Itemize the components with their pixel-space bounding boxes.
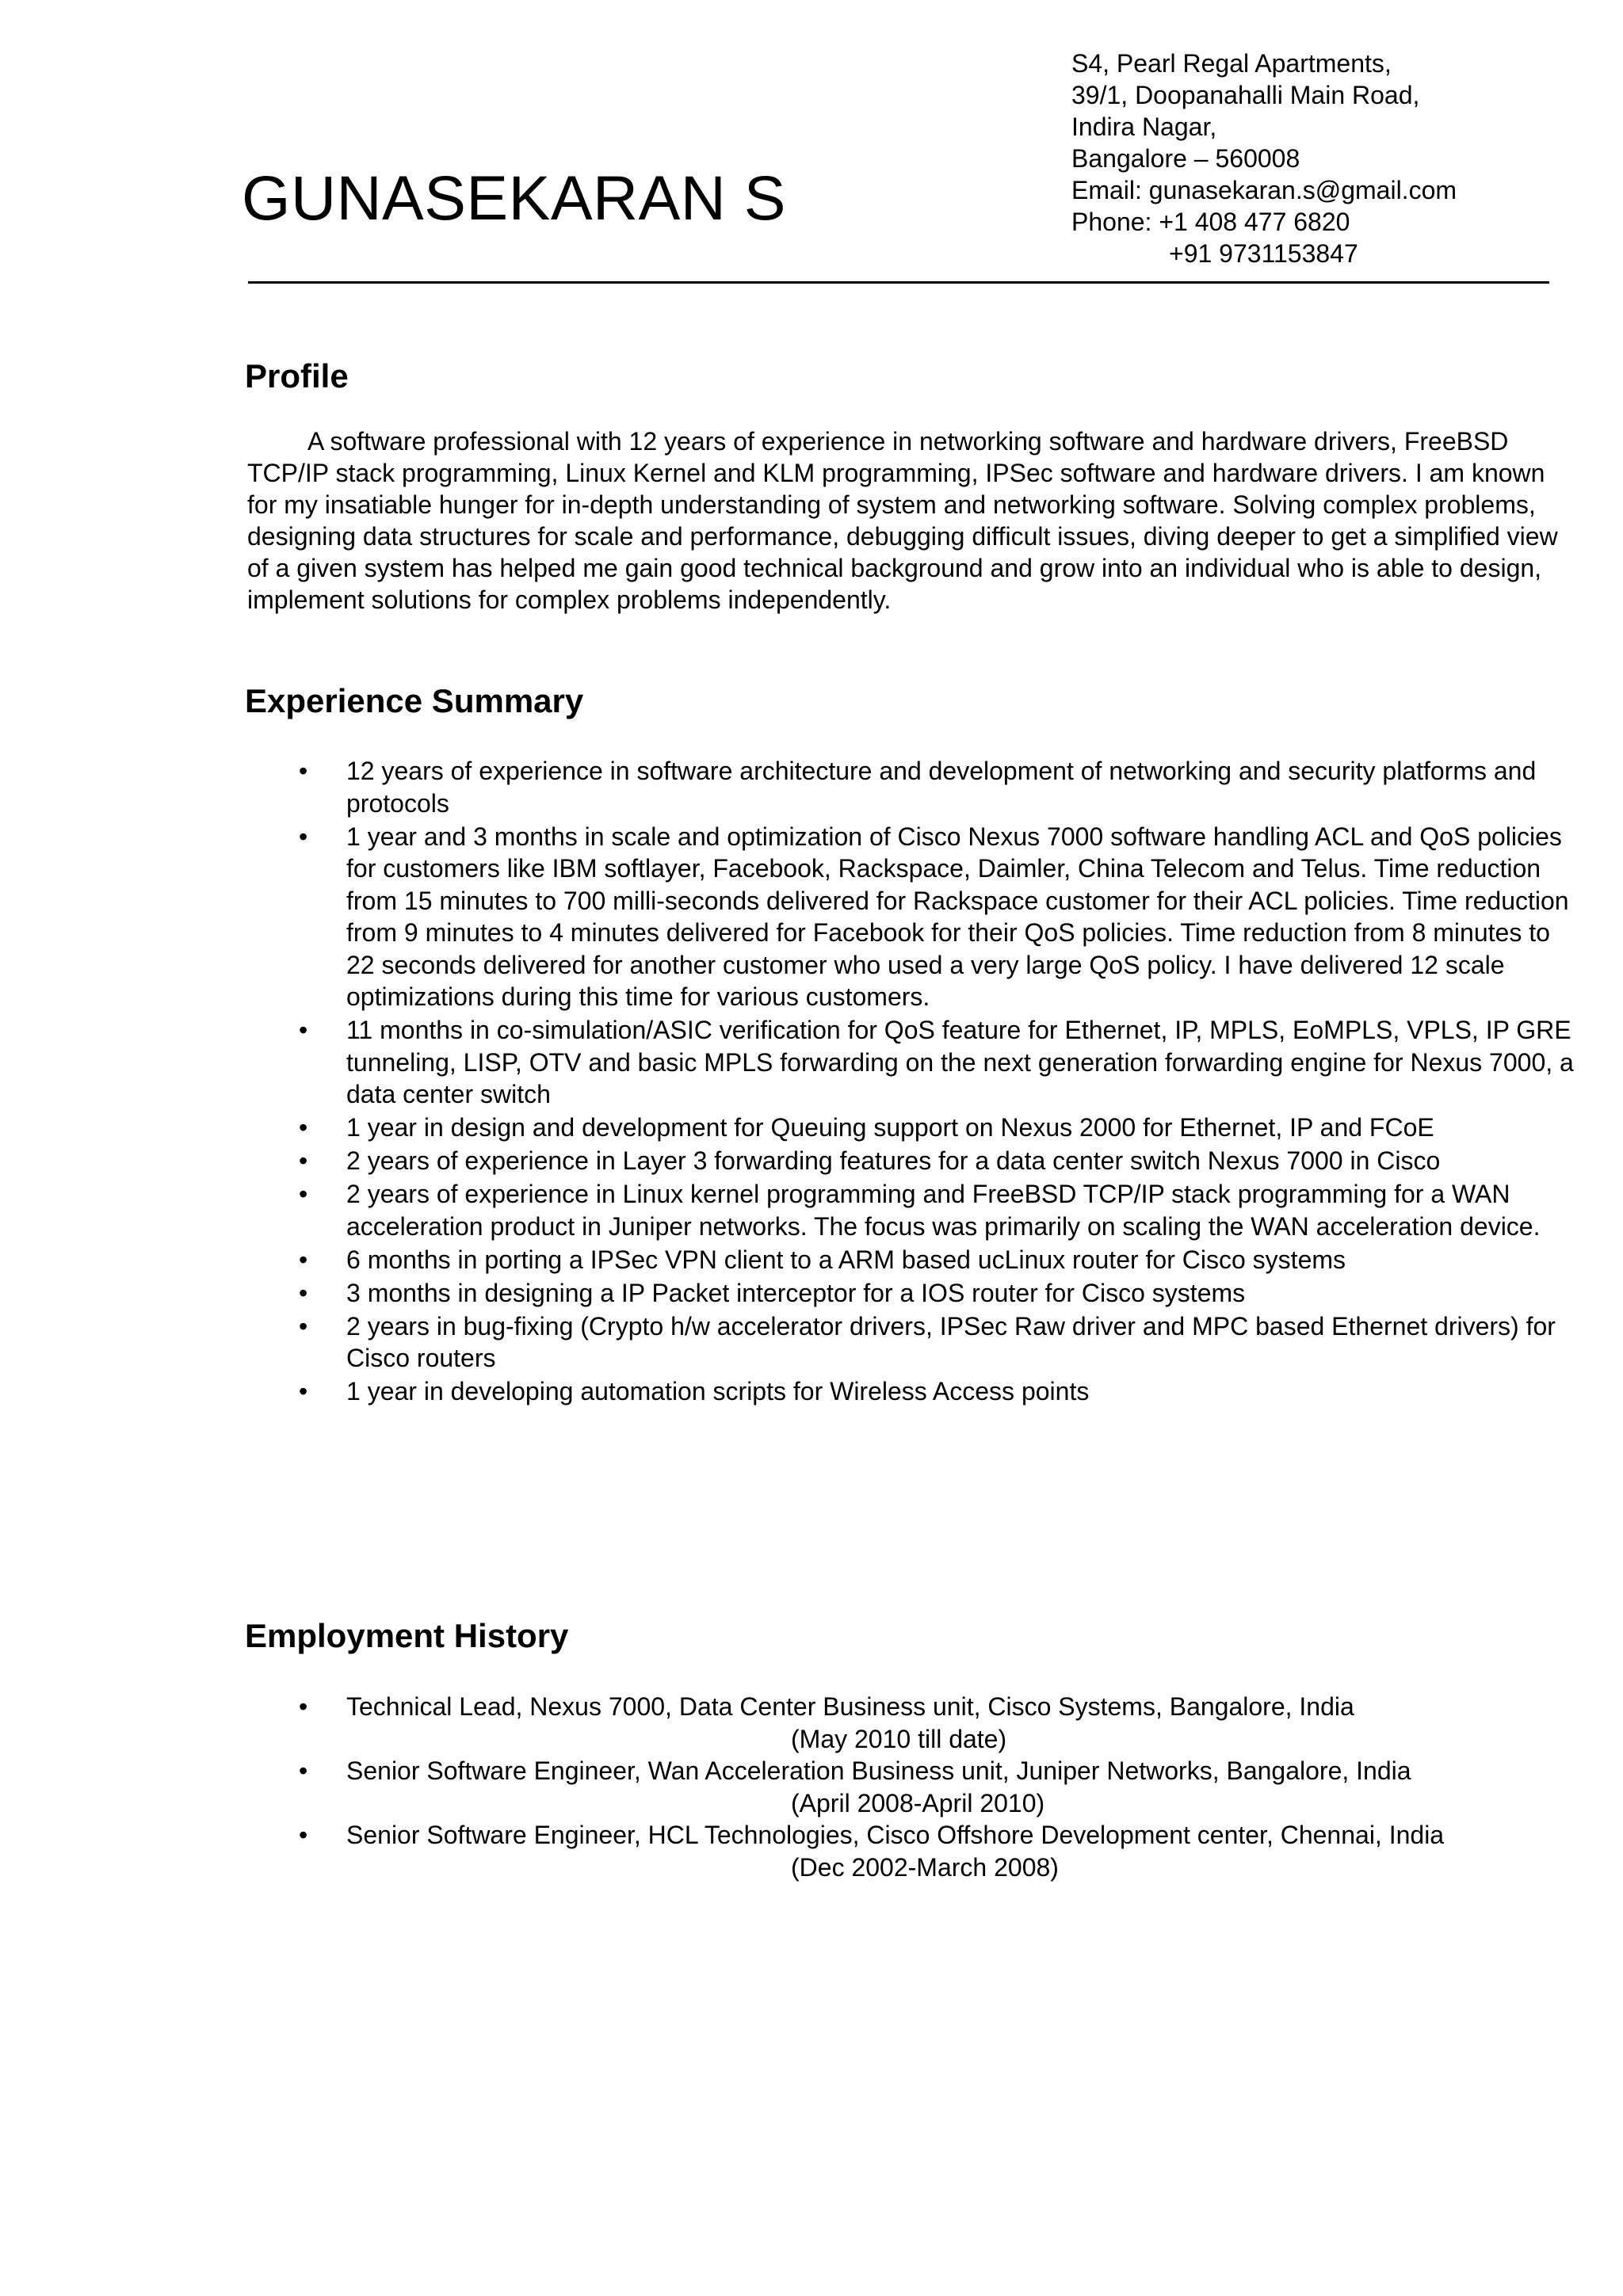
bullet-icon: • — [299, 1821, 308, 1849]
list-item-text: 2 years of experience in Layer 3 forwarding features for a data center switch Nexus 7000 in Cisco — [346, 1146, 1441, 1175]
list-item — [299, 1014, 1583, 1111]
employment-item — [299, 1755, 1583, 1819]
profile-heading: Profile — [245, 357, 349, 395]
list-item-text: 2 years in bug-fixing (Crypto h/w accelerator drivers, IPSec Raw driver and MPC based Ethernet drivers) for Cisco routers — [346, 1311, 1556, 1372]
address-line: Bangalore – 560008 — [1071, 144, 1300, 173]
list-item-text: 2 years of experience in Linux kernel programming and FreeBSD TCP/IP stack programming for a WAN acceleration product in Juniper networks. The focus was primarily on scaling the WAN acceleration device. — [346, 1180, 1541, 1241]
experience-heading: Experience Summary — [245, 682, 584, 719]
list-item — [299, 821, 1583, 1013]
bullet-icon: • — [299, 822, 308, 851]
list-item — [299, 1112, 1583, 1144]
bullet-icon: • — [299, 1180, 308, 1208]
address-line: 39/1, Doopanahalli Main Road, — [1071, 81, 1420, 109]
bullet-icon: • — [299, 1756, 308, 1785]
list-item — [299, 1244, 1583, 1276]
list-item — [299, 1375, 1583, 1408]
list-item-text: 12 years of experience in software architecture and development of networking and security platforms and protocols — [346, 757, 1537, 818]
candidate-name: GUNASEKARAN S — [242, 162, 786, 233]
employment-dates: (April 2008-April 2010) — [791, 1788, 1045, 1817]
employment-list — [0, 1691, 1583, 1883]
employment-role: Technical Lead, Nexus 7000, Data Center Business unit, Cisco Systems, Bangalore, India — [346, 1692, 1354, 1721]
list-item-text: 3 months in designing a IP Packet interceptor for a IOS router for Cisco systems — [346, 1278, 1246, 1307]
contact-address-block — [1071, 48, 1457, 269]
list-item — [299, 1277, 1583, 1310]
list-item-text: 11 months in co-simulation/ASIC verification for QoS feature for Ethernet, IP, MPLS, EoMPLS, VPLS, IP GRE tunneling, LISP, OTV and basic MPLS forwarding on the next generation forwarding engine for Nexus 7000, a data center switch — [346, 1016, 1574, 1108]
list-item — [299, 755, 1583, 819]
bullet-icon: • — [299, 1146, 308, 1175]
header-divider — [248, 281, 1549, 284]
employment-dates: (Dec 2002-March 2008) — [791, 1852, 1059, 1882]
bullet-icon: • — [299, 1377, 308, 1405]
bullet-icon: • — [299, 1311, 308, 1341]
employment-item — [299, 1691, 1583, 1755]
bullet-icon: • — [299, 1113, 308, 1142]
list-item-text: 1 year in developing automation scripts for Wireless Access points — [346, 1377, 1090, 1405]
employment-dates: (May 2010 till date) — [791, 1724, 1007, 1753]
employment-item — [299, 1819, 1583, 1883]
list-item — [299, 1310, 1583, 1375]
employment-role: Senior Software Engineer, Wan Acceleration Business unit, Juniper Networks, Bangalore, India — [346, 1756, 1411, 1785]
bullet-icon: • — [299, 1245, 308, 1274]
bullet-icon: • — [299, 1692, 308, 1721]
employment-heading: Employment History — [245, 1617, 569, 1654]
phone-line: Phone: +1 408 477 6820 — [1071, 208, 1350, 236]
address-line: S4, Pearl Regal Apartments, — [1071, 49, 1392, 78]
bullet-icon: • — [299, 1278, 308, 1307]
bullet-icon: • — [299, 1016, 308, 1044]
list-item — [299, 1145, 1583, 1177]
address-line: Indira Nagar, — [1071, 113, 1217, 141]
list-item-text: 6 months in porting a IPSec VPN client to a ARM based ucLinux router for Cisco systems — [346, 1245, 1346, 1274]
email-line: Email: gunasekaran.s@gmail.com — [1071, 176, 1457, 204]
phone-line-secondary: +91 9731153847 — [1169, 239, 1358, 268]
list-item-text: 1 year and 3 months in scale and optimization of Cisco Nexus 7000 software handling ACL and QoS policies for customers like IBM softlayer, Facebook, Rackspace, Daimler, China Telecom and Telus. Time reduction from 15 minutes to 700 milli-seconds delivered for Rackspace customer for their ACL policies. Time reduction from 9 minutes to 4 minutes delivered for Facebook for their QoS policies. Time reduction from 8 minutes to 22 seconds delivered for another customer who used a very large QoS policy. I have delivered 12 scale optimizations during this time for various customers. — [346, 822, 1569, 1011]
profile-paragraph: A software professional with 12 years of experience in networking software and hardware drivers, FreeBSD TCP/IP stack programming, Linux Kernel and KLM programming, IPSec software and hardware drivers. I am known for my insatiable hunger for in-depth understanding of system and networking software. Solving complex problems, designing data structures for scale and performance, debugging difficult issues, diving deeper to get a simplified view of a given system has helped me gain good technical background and grow into an individual who is able to design, implement solutions for complex problems independently. — [247, 427, 1558, 614]
list-item-text: 1 year in design and development for Queuing support on Nexus 2000 for Ethernet, IP and FCoE — [346, 1113, 1434, 1142]
experience-list — [0, 755, 1583, 1409]
employment-role: Senior Software Engineer, HCL Technologies, Cisco Offshore Development center, Chennai, India — [346, 1821, 1445, 1849]
bullet-icon: • — [299, 757, 308, 785]
list-item — [299, 1178, 1583, 1242]
